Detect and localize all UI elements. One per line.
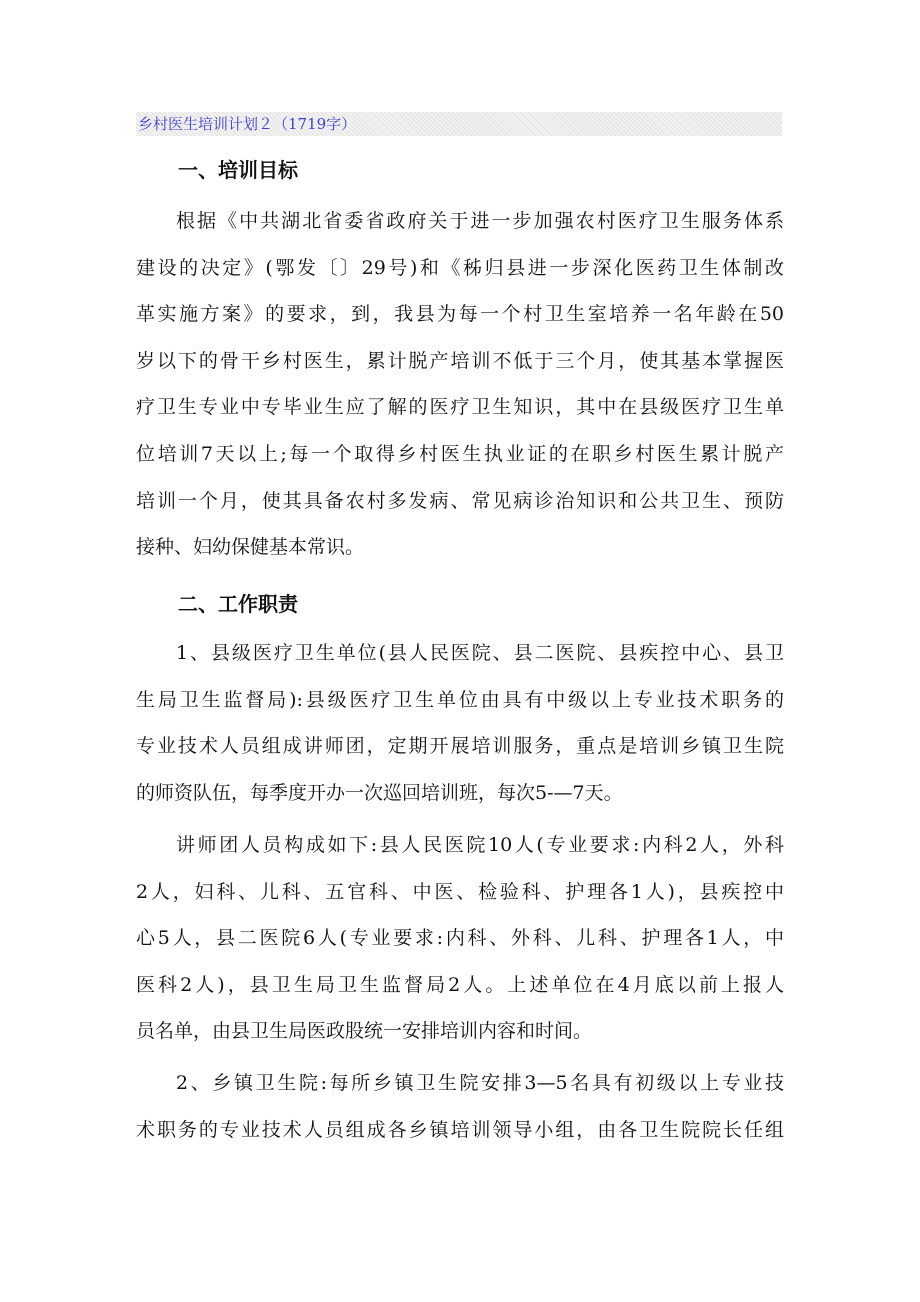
paragraph-line: 员名单，由县卫生局医政股统一安排培训内容和时间。 xyxy=(136,1020,593,1043)
paragraph-line: 培训一个月，使其具备农村多发病、常见病诊治知识和公共卫生、预防 xyxy=(136,489,784,512)
paragraph-line: 岁以下的骨干乡村医生，累计脱产培训不低于三个月，使其基本掌握医 xyxy=(136,349,784,372)
paragraph-line: 接种、妇幼保健基本常识。 xyxy=(136,536,365,559)
paragraph-line: 建设的决定》(鄂发〔〕29号)和《秭归县进一步深化医药卫生体制改 xyxy=(136,256,784,279)
paragraph-line: 医科2人)，县卫生局卫生监督局2人。上述单位在4月底以前上报人 xyxy=(136,973,784,996)
paragraph-line: 术职务的专业技术人员组成各乡镇培训领导小组，由各卫生院院长任组 xyxy=(136,1118,784,1141)
paragraph-lecturer-team xyxy=(136,822,784,1055)
paragraph-line: 心5人，县二医院6人(专业要求:内科、外科、儿科、护理各1人，中 xyxy=(136,927,784,950)
paragraph-line: 革实施方案》的要求，到，我县为每一个村卫生室培养一名年龄在50 xyxy=(136,303,784,326)
section-heading-duties: 二、工作职责 xyxy=(178,592,298,616)
paragraph-line: 讲师团人员构成如下:县人民医院10人(专业要求:内科2人，外科 xyxy=(176,834,784,856)
paragraph-county-units xyxy=(136,630,784,816)
paragraph-line: 2、乡镇卫生院:每所乡镇卫生院安排3—5名具有初级以上专业技 xyxy=(176,1072,784,1094)
paragraph-line: 位培训7天以上;每一个取得乡村医生执业证的在职乡村医生累计脱产 xyxy=(136,442,784,465)
document-title: 乡村医生培训计划２（1719字） xyxy=(138,115,357,133)
paragraph-line: 的师资队伍，每季度开办一次巡回培训班，每次5-—7天。 xyxy=(136,781,623,804)
paragraph-line: 疗卫生专业中专毕业生应了解的医疗卫生知识，其中在县级医疗卫生单 xyxy=(136,396,784,419)
section-heading-training-goals: 一、培训目标 xyxy=(178,158,298,182)
paragraph-township-hospitals xyxy=(136,1060,784,1153)
paragraph-line: 2人，妇科、儿科、五官科、中医、检验科、护理各1人)，县疾控中 xyxy=(136,880,784,903)
paragraph-line: 根据《中共湖北省委省政府关于进一步加强农村医疗卫生服务体系 xyxy=(176,210,784,232)
paragraph-line: 1、县级医疗卫生单位(县人民医院、县二医院、县疾控中心、县卫 xyxy=(176,642,784,664)
paragraph-line: 生局卫生监督局):县级医疗卫生单位由具有中级以上专业技术职务的 xyxy=(136,688,784,711)
paragraph-training-goals xyxy=(136,198,784,571)
paragraph-line: 专业技术人员组成讲师团，定期开展培训服务，重点是培训乡镇卫生院 xyxy=(136,735,784,758)
